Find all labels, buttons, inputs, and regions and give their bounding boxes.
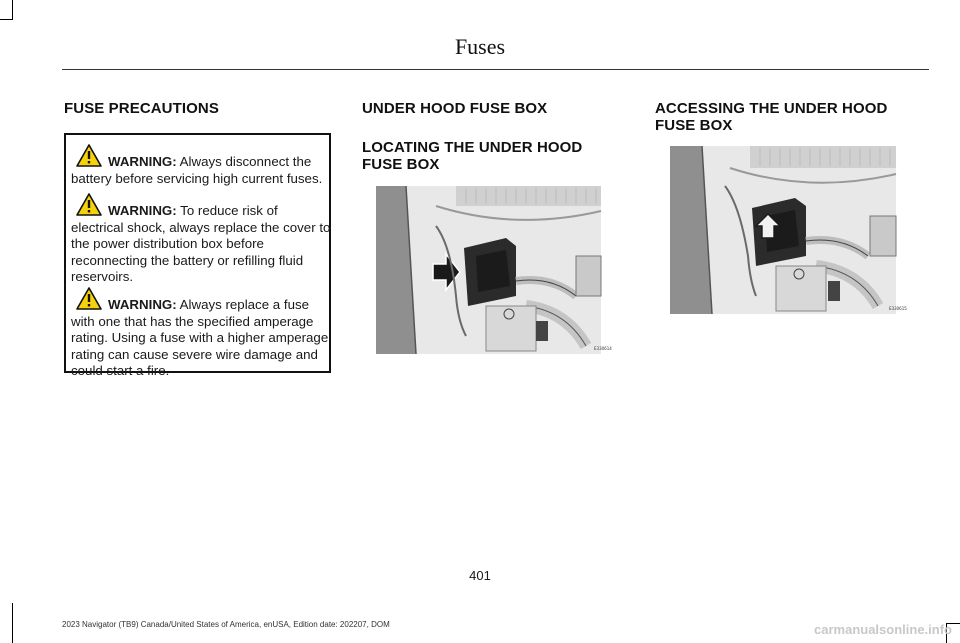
warning-text: with one that has the specified amperage rating. Using a fuse with a higher amperage rating can cause severe wire damage and could start a fire.: [71, 313, 329, 378]
crop-mark: [12, 603, 13, 643]
warning-text: battery before servicing high current fuses.: [71, 170, 323, 186]
warning-text: To reduce risk of: [180, 203, 278, 218]
warning-label: WARNING:: [108, 203, 177, 218]
fuse-precautions-heading: FUSE PRECAUTIONS: [64, 100, 219, 117]
warning-2: [71, 203, 333, 286]
fuse-box-access-image: [670, 146, 907, 314]
page-title: Fuses: [454, 34, 506, 59]
page-number: 401: [469, 568, 491, 583]
fuse-box-location-image: [376, 186, 612, 354]
accessing-fuse-box-heading: ACCESSING THE UNDER HOOD FUSE BOX: [655, 100, 888, 134]
warning-1: [71, 154, 333, 187]
warning-text: Always disconnect the: [179, 154, 312, 169]
crop-mark: [12, 0, 13, 20]
warning-triangle-icon: [76, 193, 102, 216]
locating-fuse-box-heading: LOCATING THE UNDER HOOD FUSE BOX: [362, 139, 583, 173]
warning-label: WARNING:: [108, 297, 177, 312]
warning-triangle-icon: [76, 287, 102, 310]
warning-text: Always replace a fuse: [179, 297, 310, 312]
warning-3: [71, 297, 333, 380]
warning-text: electrical shock, always replace the cover to the power distribution box before reconnecting the battery or refilling fluid reservoirs.: [71, 219, 331, 284]
warning-box: [64, 133, 331, 378]
header-divider: [62, 69, 929, 70]
warning-label: WARNING:: [108, 154, 177, 169]
image-code: E330615: [889, 306, 907, 311]
edition-footer: 2023 Navigator (TB9) Canada/United States of America, enUSA, Edition date: 202207, DOM: [62, 620, 390, 629]
under-hood-fuse-box-heading: UNDER HOOD FUSE BOX: [362, 100, 548, 117]
watermark: carmanualsonline.info: [814, 622, 952, 637]
image-code: E330614: [594, 346, 612, 351]
crop-mark: [0, 19, 13, 20]
warning-triangle-icon: [76, 144, 102, 167]
